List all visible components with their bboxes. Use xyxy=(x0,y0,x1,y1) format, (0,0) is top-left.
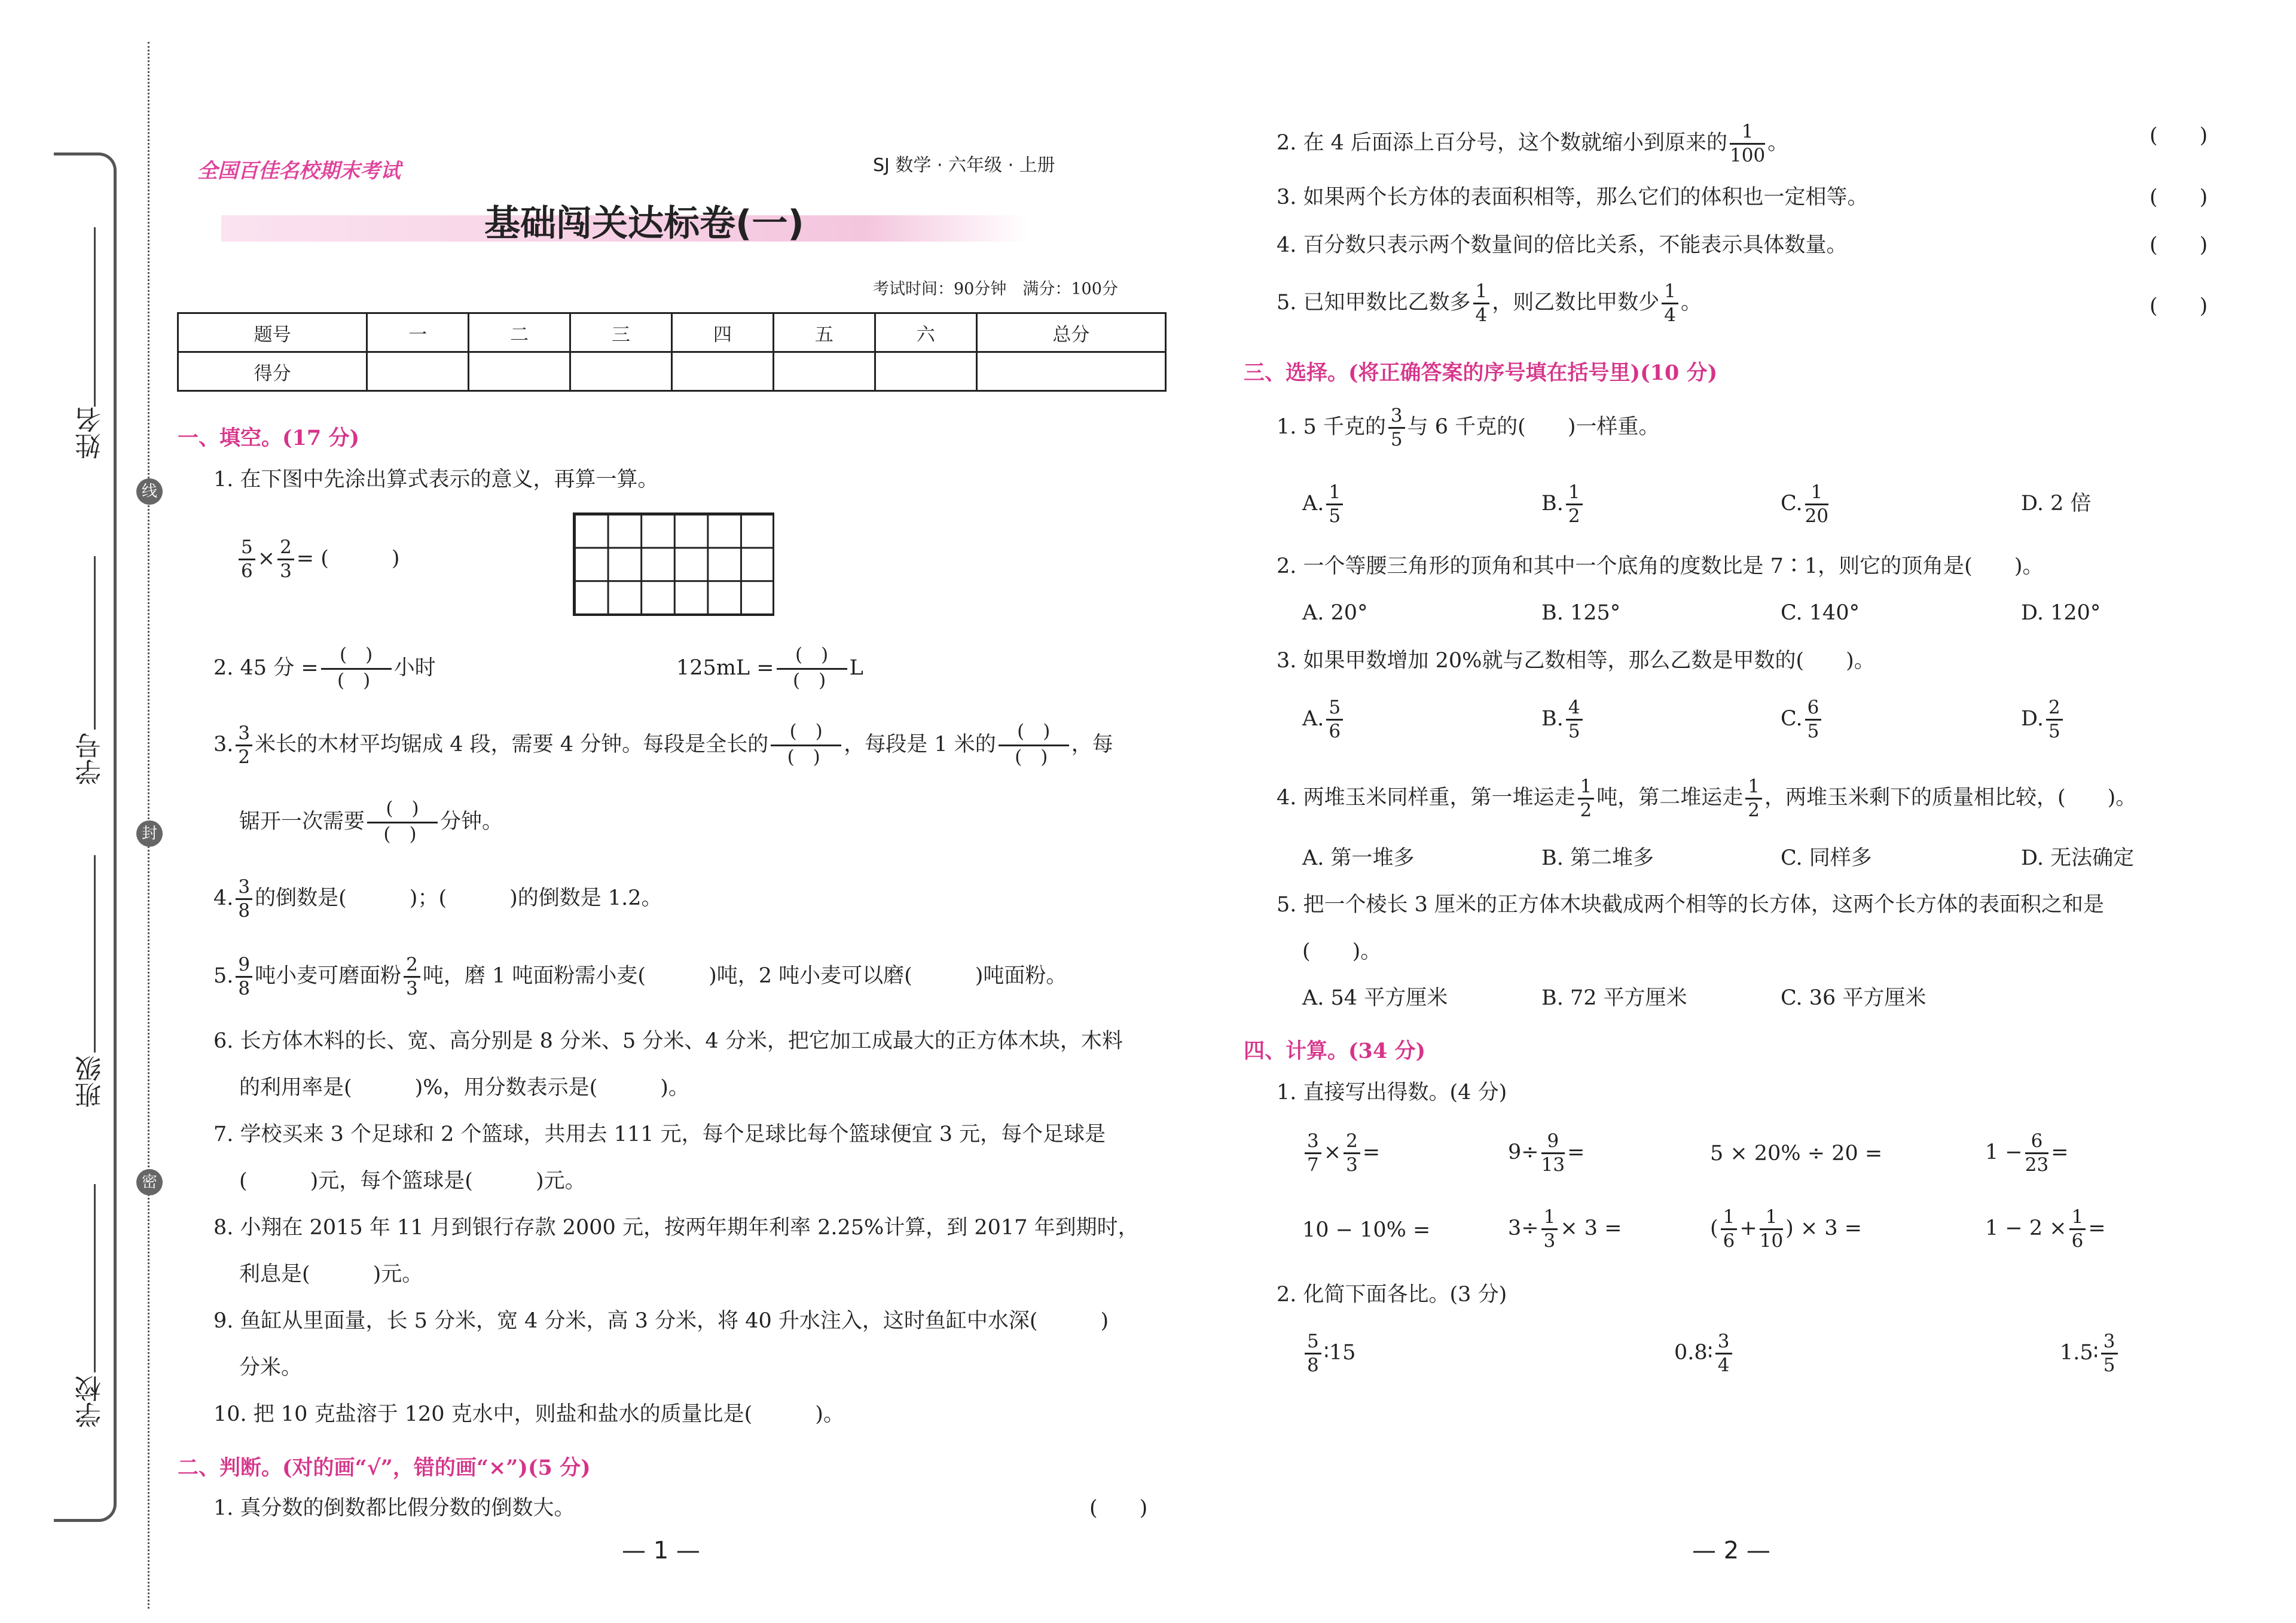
fraction: $\frac{3}{2}$ xyxy=(236,724,252,767)
section-2-heading: 二、判断。(对的画“√”，错的画“×”)(5 分) xyxy=(178,1456,591,1480)
page-title: 基础闯关达标卷(一) xyxy=(484,203,804,245)
calc-2: 9÷ $\frac{9}{13}$ = xyxy=(1508,1130,1585,1176)
score-cell[interactable] xyxy=(469,352,570,391)
id-label: 学号 xyxy=(75,733,106,785)
fraction: $\frac{2}{3}$ xyxy=(404,956,420,998)
school-field[interactable] xyxy=(94,1184,96,1372)
s3-q2-option-b[interactable]: B. 125° xyxy=(1541,601,1621,625)
page-number-2: — 2 — xyxy=(1692,1537,1770,1564)
s2-q5-answer[interactable]: ( ) xyxy=(2150,294,2208,318)
s1-q4: 4. $\frac{3}{8}$ 的倒数是( )；( )的倒数是 1.2。 xyxy=(213,876,662,922)
s1-q8-line2: 利息是( )元。 xyxy=(239,1262,423,1286)
s1-q9: 9. 鱼缸从里面量，长 5 分米，宽 4 分米，高 3 分米，将 40 升水注入，这时鱼缸中水深( ) xyxy=(213,1309,1109,1333)
fraction: $\frac{1}{100}$ xyxy=(1730,121,1766,166)
score-cell[interactable] xyxy=(976,352,1165,391)
s3-q1-option-b[interactable]: B. $\frac{1}{2}$ xyxy=(1541,483,1585,526)
fraction: $\frac{1}{4}$ xyxy=(1662,282,1678,325)
s3-q4-option-a[interactable]: A. 第一堆多 xyxy=(1302,846,1415,870)
s3-q2-option-a[interactable]: A. 20° xyxy=(1302,601,1368,625)
answer-fraction-blank[interactable]: ( ) ( ) xyxy=(999,722,1069,768)
s3-q5-option-a[interactable]: A. 54 平方厘米 xyxy=(1302,986,1448,1010)
s3-q3-option-a[interactable]: A. $\frac{5}{6}$ xyxy=(1302,698,1345,741)
fraction: $\frac{5}{6}$ xyxy=(239,538,255,581)
s3-q5: 5. 把一个棱长 3 厘米的正方体木块截成两个相等的长方体，这两个长方体的表面积之和是 xyxy=(1277,893,2105,917)
name-label: 姓名 xyxy=(75,407,106,459)
series-label: SJ 数学 · 六年级 · 上册 xyxy=(873,155,1055,176)
calc-3: 5 × 20% ÷ 20 = xyxy=(1710,1142,1883,1166)
s2-q1: 1. 真分数的倒数都比假分数的倒数大。 xyxy=(213,1496,575,1520)
name-field[interactable] xyxy=(94,227,96,407)
ratio-3: 1.5∶ $\frac{3}{5}$ xyxy=(2060,1332,2120,1375)
mark-seal: 封 xyxy=(136,820,163,847)
s3-q2-option-d[interactable]: D. 120° xyxy=(2021,601,2101,625)
calc-8: 1 − 2 × $\frac{1}{6}$ = xyxy=(1985,1206,2106,1252)
section-4-heading: 四、计算。(34 分) xyxy=(1244,1039,1426,1063)
s3-q3-option-b[interactable]: B. $\frac{4}{5}$ xyxy=(1541,698,1585,741)
score-header-cell: 题号 xyxy=(178,313,367,352)
score-cell[interactable] xyxy=(570,352,672,391)
s2-q1-answer[interactable]: ( ) xyxy=(1089,1496,1148,1520)
s1-q9-line2: 分米。 xyxy=(239,1356,303,1380)
fraction: $\frac{1}{2}$ xyxy=(1578,777,1595,820)
s2-q2-answer[interactable]: ( ) xyxy=(2150,124,2208,148)
score-header-cell: 四 xyxy=(671,313,773,352)
fraction: $\frac{3}{8}$ xyxy=(236,878,252,920)
fraction: $\frac{9}{8}$ xyxy=(236,956,252,998)
score-header-cell: 一 xyxy=(367,313,469,352)
s3-q5-option-b[interactable]: B. 72 平方厘米 xyxy=(1541,986,1687,1010)
fraction: $\frac{2}{3}$ xyxy=(277,538,294,581)
s3-q4-option-b[interactable]: B. 第二堆多 xyxy=(1541,846,1654,870)
s3-q5-line2: ( )。 xyxy=(1302,939,1382,963)
s1-q7: 7. 学校买来 3 个足球和 2 个篮球，共用去 111 元，每个足球比每个篮球便宜 3 元，每个足球是 xyxy=(213,1122,1106,1146)
s3-q4-option-d[interactable]: D. 无法确定 xyxy=(2021,846,2135,870)
s2-q5: 5. 已知甲数比乙数多 $\frac{1}{4}$ ，则乙数比甲数少 $\frac{1}{4}$ 。 xyxy=(1277,280,1702,326)
exam-info: 考试时间：90分钟 满分：100分 xyxy=(873,280,1118,298)
s3-q2: 2. 一个等腰三角形的顶角和其中一个底角的度数比是 7∶1，则它的顶角是( )。 xyxy=(1277,554,2044,578)
s1-q10: 10. 把 10 克盐溶于 120 克水中，则盐和盐水的质量比是( )。 xyxy=(213,1402,844,1426)
s3-q4: 4. 两堆玉米同样重，第一堆运走 $\frac{1}{2}$ 吨，第二堆运走 $\frac{1}{2}$ ，两堆玉米剩下的质量相比较，( )。 xyxy=(1277,776,2137,821)
answer-fraction-blank[interactable]: ( ) ( ) xyxy=(367,800,438,846)
calc-6: 3÷ $\frac{1}{3}$ × 3 = xyxy=(1508,1206,1622,1252)
s1-q1: 1. 在下图中先涂出算式表示的意义，再算一算。 xyxy=(213,468,659,492)
s2-q2: 2. 在 4 后面添上百分号，这个数就缩小到原来的 $\frac{1}{100}$ 。 xyxy=(1277,121,1789,166)
score-header-cell: 三 xyxy=(570,313,672,352)
s1-q2: 2. 45 分 = ( ) ( ) 小时 125mL = ( ) ( ) L xyxy=(213,644,863,691)
class-field[interactable] xyxy=(94,855,96,1052)
page-number-1: — 1 — xyxy=(622,1537,700,1564)
calc-4: 1 − $\frac{6}{23}$ = xyxy=(1985,1130,2069,1176)
s4-q2: 2. 化简下面各比。(3 分) xyxy=(1277,1283,1507,1307)
score-table xyxy=(177,312,1167,392)
s1-q8: 8. 小翔在 2015 年 11 月到银行存款 2000 元，按两年期年利率 2.25%计算，到 2017 年到期时， xyxy=(213,1216,1139,1240)
section-1-heading: 一、填空。(17 分) xyxy=(178,426,360,450)
s3-q2-option-c[interactable]: C. 140° xyxy=(1781,601,1860,625)
fraction: $\frac{3}{5}$ xyxy=(1388,407,1405,449)
s2-q4: 4. 百分数只表示两个数量间的倍比关系，不能表示具体数量。 xyxy=(1277,233,1848,257)
score-cell[interactable] xyxy=(875,352,976,391)
s3-q3-option-c[interactable]: C. $\frac{6}{5}$ xyxy=(1781,698,1824,741)
brand-logo: 全国百佳名校期末考试 xyxy=(197,159,401,183)
answer-fraction-blank[interactable]: ( ) ( ) xyxy=(771,722,841,768)
s3-q5-option-c[interactable]: C. 36 平方厘米 xyxy=(1781,986,1926,1010)
s1-q3-line2: 锯开一次需要 ( ) ( ) 分钟。 xyxy=(239,798,503,845)
student-info-panel xyxy=(54,152,117,1522)
s3-q1: 1. 5 千克的 $\frac{3}{5}$ 与 6 千克的( )一样重。 xyxy=(1277,405,1660,450)
score-header-cell: 五 xyxy=(773,313,875,352)
score-header-cell: 二 xyxy=(469,313,570,352)
score-header-cell: 六 xyxy=(875,313,976,352)
ratio-2: 0.8∶ $\frac{3}{4}$ xyxy=(1674,1332,1735,1375)
score-row-label: 得分 xyxy=(178,352,367,391)
shading-grid[interactable] xyxy=(573,512,774,616)
s1-q6-line2: 的利用率是( )%，用分数表示是( )。 xyxy=(239,1076,689,1100)
s3-q1-option-c[interactable]: C. $\frac{1}{20}$ xyxy=(1781,481,1829,527)
s2-q4-answer[interactable]: ( ) xyxy=(2150,233,2208,257)
mark-line: 线 xyxy=(136,478,163,505)
s1-q1-expression: $\frac{5}{6}$ × $\frac{2}{3}$ = ( ) xyxy=(236,538,400,581)
score-cell[interactable] xyxy=(773,352,875,391)
s1-q5: 5. $\frac{9}{8}$ 吨小麦可磨面粉 $\frac{2}{3}$ 吨，磨 1 吨面粉需小麦( )吨，2 吨小麦可以磨( )吨面粉。 xyxy=(213,954,1067,999)
s4-q1: 1. 直接写出得数。(4 分) xyxy=(1277,1081,1507,1105)
s1-q7-line2: ( )元，每个篮球是( )元。 xyxy=(239,1169,586,1193)
calc-7: ( $\frac{1}{6}$ + $\frac{1}{10}$ ) × 3 = xyxy=(1710,1206,1863,1252)
s1-q3: 3. $\frac{3}{2}$ 米长的木材平均锯成 4 段，需要 4 分钟。每段是全长的 ( ) ( ) ，每段是 1 米的 ( ) ( ) ，每 xyxy=(213,721,1113,768)
section-3-heading: 三、选择。(将正确答案的序号填在括号里)(10 分) xyxy=(1244,361,1718,385)
fraction: $\frac{1}{2}$ xyxy=(1745,777,1762,820)
mark-secret: 密 xyxy=(136,1169,163,1195)
s2-q3-answer[interactable]: ( ) xyxy=(2150,185,2208,209)
ratio-1: $\frac{5}{8}$ ∶15 xyxy=(1302,1332,1355,1375)
calc-1: $\frac{3}{7}$ × $\frac{2}{3}$ = xyxy=(1302,1132,1380,1174)
class-label: 班级 xyxy=(75,1055,106,1108)
score-cell[interactable] xyxy=(671,352,773,391)
score-header-row xyxy=(178,313,1166,352)
score-row xyxy=(178,352,1166,391)
s1-q6: 6. 长方体木料的长、宽、高分别是 8 分米、5 分米、4 分米，把它加工成最大的正方体木块，木料 xyxy=(213,1029,1123,1053)
answer-fraction-blank[interactable]: ( ) ( ) xyxy=(321,646,392,692)
school-label: 学校 xyxy=(75,1375,106,1428)
s3-q3-option-d[interactable]: D. $\frac{2}{5}$ xyxy=(2021,698,2065,741)
fraction: $\frac{1}{4}$ xyxy=(1473,282,1490,325)
s3-q3: 3. 如果甲数增加 20%就与乙数相等，那么乙数是甲数的( )。 xyxy=(1277,649,1875,673)
calc-5: 10 − 10% = xyxy=(1302,1218,1431,1242)
s3-q1-option-a[interactable]: A. $\frac{1}{5}$ xyxy=(1302,483,1345,526)
s3-q4-option-c[interactable]: C. 同样多 xyxy=(1781,846,1872,870)
id-field[interactable] xyxy=(94,556,96,730)
s2-q3: 3. 如果两个长方体的表面积相等，那么它们的体积也一定相等。 xyxy=(1277,185,1868,209)
answer-fraction-blank[interactable]: ( ) ( ) xyxy=(777,646,847,692)
score-header-cell: 总分 xyxy=(976,313,1165,352)
s3-q1-option-d[interactable]: D. 2 倍 xyxy=(2021,492,2092,515)
score-cell[interactable] xyxy=(367,352,469,391)
